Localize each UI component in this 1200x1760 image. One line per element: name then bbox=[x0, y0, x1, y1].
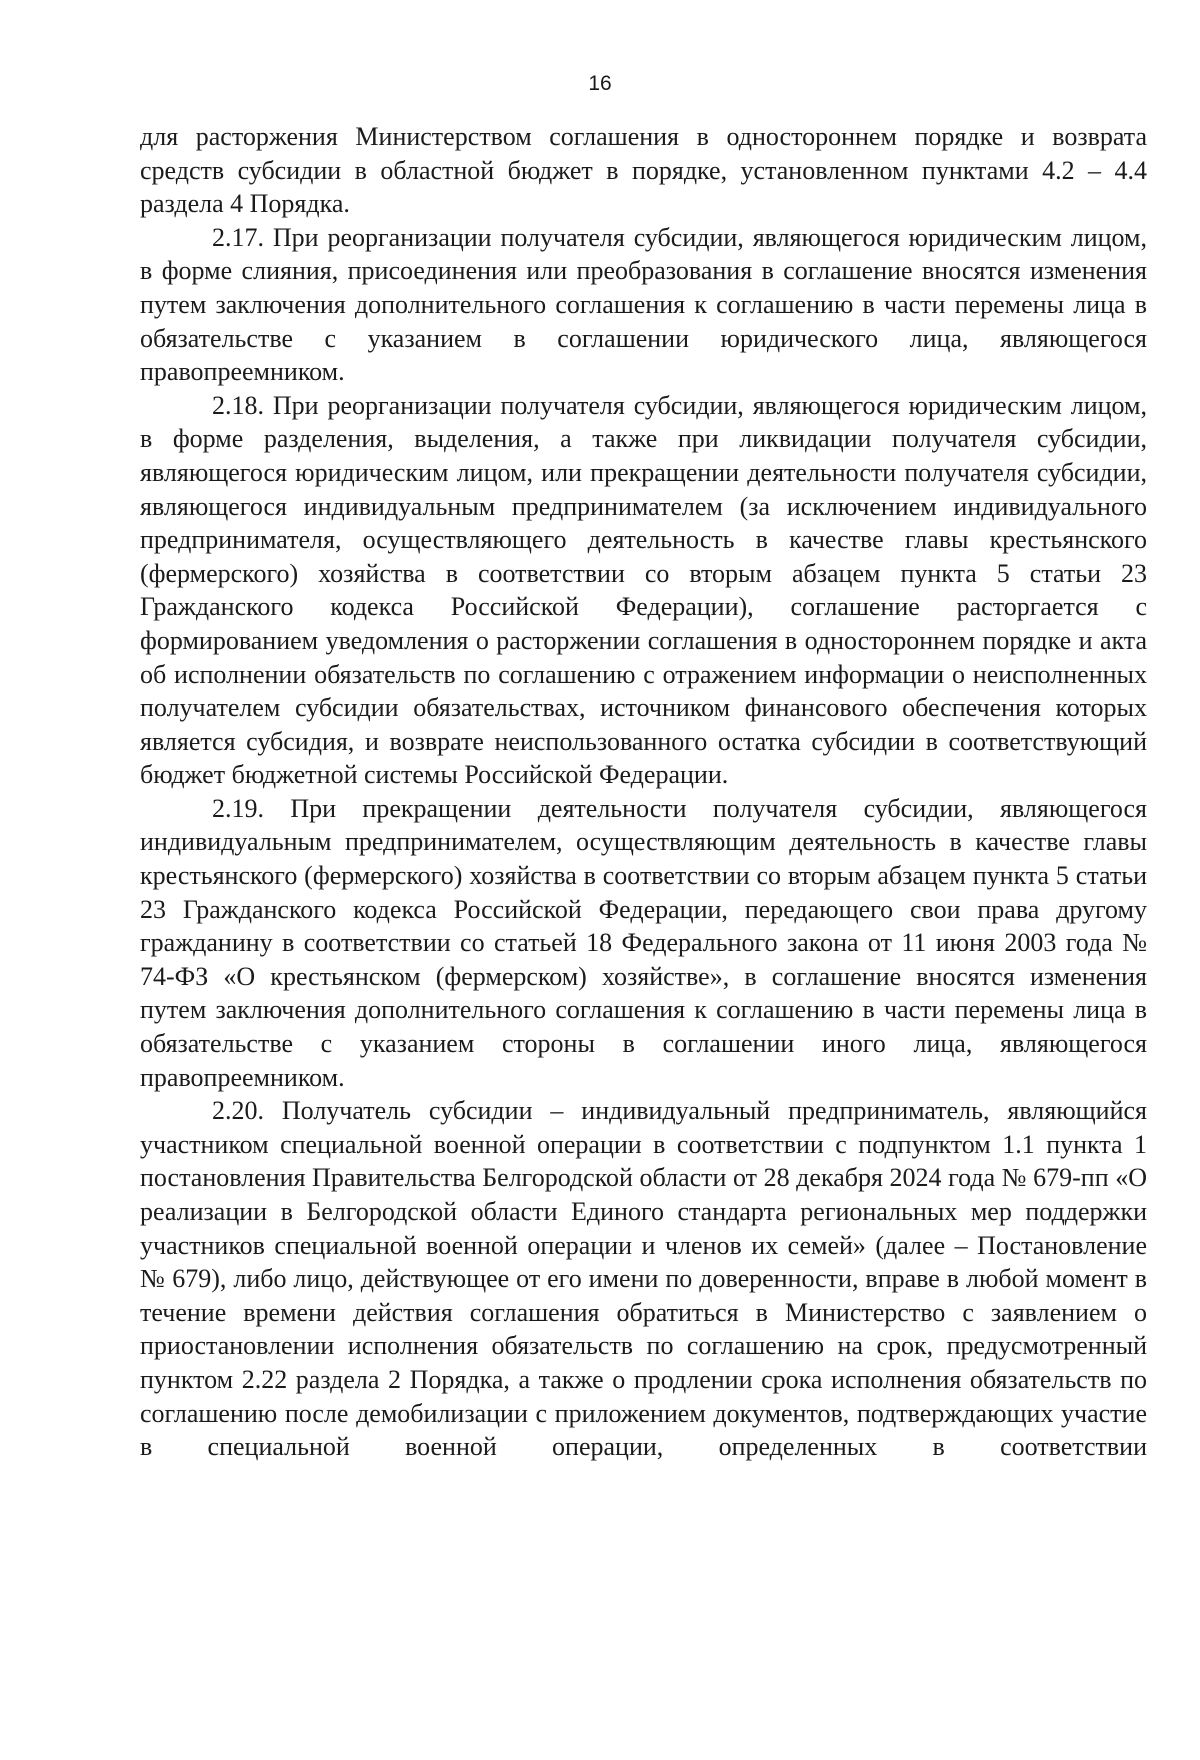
paragraph-2-20: 2.20. Получатель субсидии – индивидуальный предприниматель, являющийся участником специальной военной операции в соответствии с подпунктом 1.1 пункта 1 постановления Правительства Белгородской области от 28 декабря 2024 года № 679-пп «О реализации в Белгородской области Единого стандарта региональных мер поддержки участников специальной военной операции и членов их семей» (далее – Постановление № 679), либо лицо, действующее от его имени по доверенности, вправе в любой момент в течение времени действия соглашения обратиться в Министерство с заявлением о приостановлении исполнения обязательств по соглашению на срок, предусмотренный пунктом 2.22 раздела 2 Порядка, а также о продлении срока исполнения обязательств по соглашению после демобилизации с приложением документов, подтверждающих участие в специальной военной операции, определенных в соответствии bbox=[140, 1096, 1147, 1462]
page-number: 16 bbox=[588, 72, 612, 95]
paragraph-2-19: 2.19. При прекращении деятельности получателя субсидии, являющегося индивидуальным предпринимателем, осуществляющим деятельность в качестве главы крестьянского (фермерского) хозяйства в соответствии со вторым абзацем пункта 5 статьи 23 Гражданского кодекса Российской Федерации, передающего свои права другому гражданину в соответствии со статьей 18 Федерального закона от 11 июня 2003 года № 74-ФЗ «О крестьянском (фермерском) хозяйстве», в соглашение вносятся изменения путем заключения дополнительного соглашения к соглашению в части перемены лица в обязательстве с указанием стороны в соглашении иного лица, являющегося правопреемником. bbox=[140, 793, 1147, 1092]
document-body bbox=[140, 120, 1147, 1464]
paragraph-continuation: для расторжения Министерством соглашения в одностороннем порядке и возврата средств субсидии в областной бюджет в порядке, установленном пунктами 4.2 – 4.4 раздела 4 Порядка. bbox=[140, 122, 1147, 219]
paragraph-2-18: 2.18. При реорганизации получателя субсидии, являющегося юридическим лицом, в форме разделения, выделения, а также при ликвидации получателя субсидии, являющегося юридическим лицом, или прекращении деятельности получателя субсидии, являющегося индивидуальным предпринимателем (за исключением индивидуального предпринимателя, осуществляющего деятельность в качестве главы крестьянского (фермерского) хозяйства в соответствии со вторым абзацем пункта 5 статьи 23 Гражданского кодекса Российской Федерации), соглашение расторгается с формированием уведомления о расторжении соглашения в одностороннем порядке и акта об исполнении обязательств по соглашению с отражением информации о неисполненных получателем субсидии обязательствах, источником финансового обеспечения которых является субсидия, и возврате неиспользованного остатка субсидии в соответствующий бюджет бюджетной системы Российской Федерации. bbox=[140, 390, 1147, 790]
paragraph-2-17: 2.17. При реорганизации получателя субсидии, являющегося юридическим лицом, в форме слияния, присоединения или преобразования в соглашение вносятся изменения путем заключения дополнительного соглашения к соглашению в части перемены лица в обязательстве с указанием в соглашении юридического лица, являющегося правопреемником. bbox=[140, 222, 1147, 387]
